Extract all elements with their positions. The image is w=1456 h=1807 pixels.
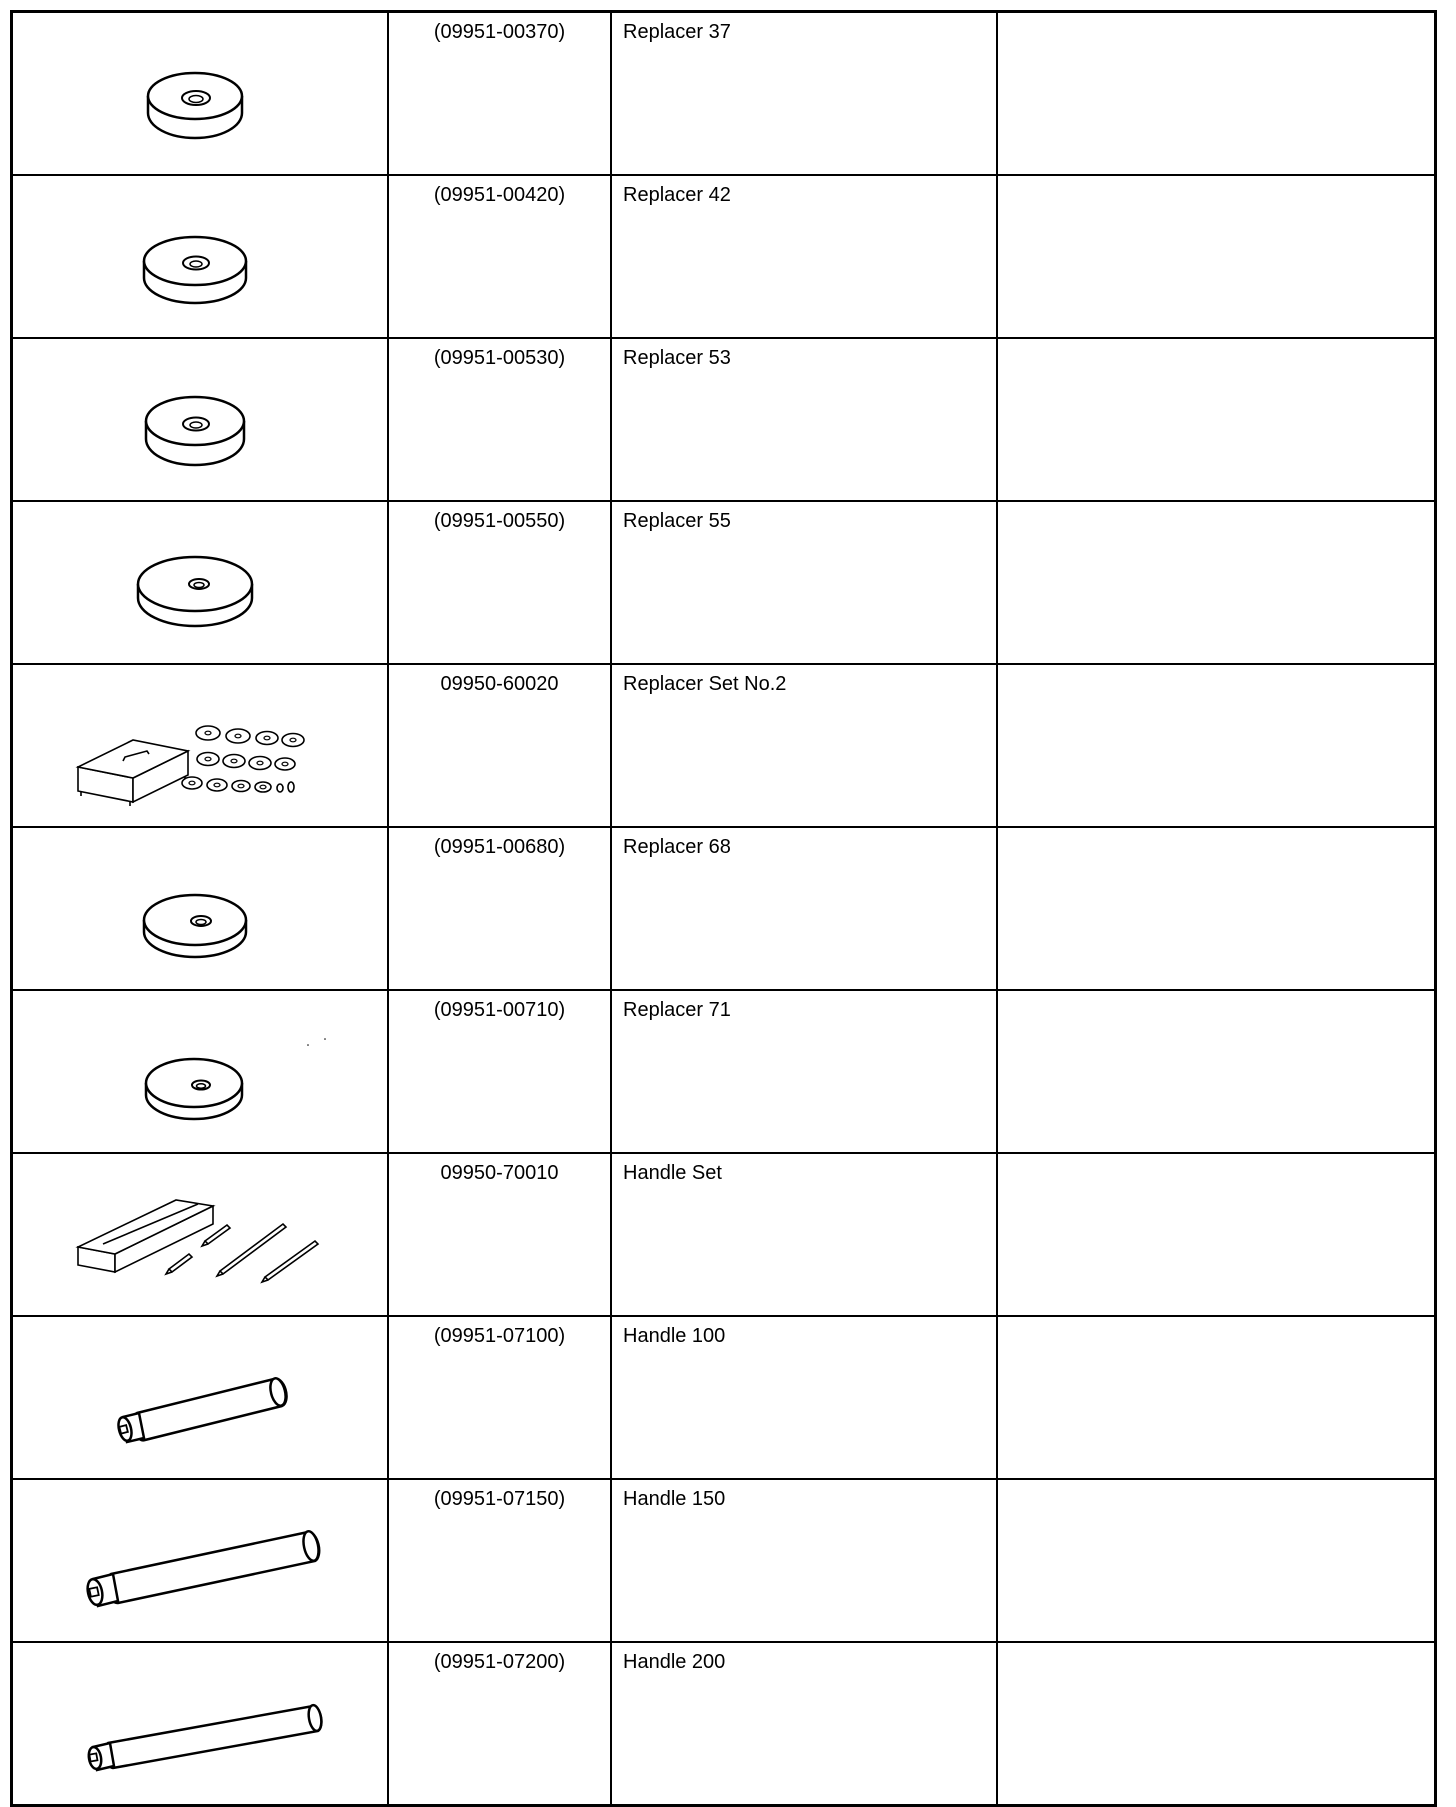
table-row: [12, 1479, 1436, 1642]
handle-set-case-icon: [13, 1154, 387, 1315]
table-row: [12, 827, 1436, 990]
table-row: [12, 338, 1436, 501]
tool-name-cell: [611, 827, 997, 990]
note: [998, 13, 1434, 19]
table-row: [12, 1316, 1436, 1479]
note: [998, 339, 1434, 345]
part-number: 09950-60020: [440, 673, 559, 695]
tool-illustration-cell: [12, 1316, 389, 1479]
note-cell: [997, 990, 1436, 1153]
part-number: (09951-07200): [433, 1651, 566, 1673]
note-cell: [997, 1479, 1436, 1642]
part-number: (09951-00710): [433, 999, 566, 1021]
tool-illustration-cell: [12, 175, 389, 338]
note-cell: [997, 501, 1436, 664]
part-number: 09950-70010: [440, 1162, 559, 1184]
part-number-cell: [388, 501, 611, 664]
note-cell: [997, 827, 1436, 990]
tool-illustration-cell: [12, 827, 389, 990]
note: [998, 991, 1434, 997]
ring-replacer-icon: [13, 339, 387, 500]
tool-table-sheet: [10, 10, 1427, 1788]
tool-name: Replacer Set No.2: [623, 673, 787, 695]
tool-name: Replacer 55: [623, 510, 731, 532]
part-number: (09951-00680): [433, 836, 566, 858]
part-number-cell: [388, 12, 611, 176]
note: [998, 1317, 1434, 1323]
tool-name-cell: [611, 338, 997, 501]
note-cell: [997, 175, 1436, 338]
part-number: (09951-00550): [433, 510, 566, 532]
ring-replacer-icon: [13, 13, 387, 174]
note-cell: [997, 1642, 1436, 1806]
tool-name: Handle 150: [623, 1488, 726, 1510]
part-number: (09951-00530): [433, 347, 566, 369]
tool-name: Replacer 42: [623, 184, 731, 206]
part-number: (09951-00370): [433, 21, 566, 43]
tool-illustration-cell: [12, 664, 389, 827]
note-cell: [997, 1316, 1436, 1479]
ring-replacer-icon: [13, 176, 387, 337]
table-row: [12, 12, 1436, 176]
table-row: [12, 1153, 1436, 1316]
tool-name-cell: [611, 1642, 997, 1806]
table-row: [12, 664, 1436, 827]
note-cell: [997, 12, 1436, 176]
tool-name-cell: [611, 990, 997, 1153]
part-number: (09951-00420): [433, 184, 566, 206]
tool-name: Replacer 53: [623, 347, 731, 369]
part-number-cell: [388, 664, 611, 827]
handle-long-icon: [13, 1643, 387, 1804]
disc-replacer-icon: [13, 828, 387, 989]
tool-illustration-cell: [12, 1479, 389, 1642]
part-number-cell: [388, 1642, 611, 1806]
part-number: (09951-07150): [433, 1488, 566, 1510]
part-number-cell: [388, 338, 611, 501]
tool-name: Replacer 37: [623, 21, 731, 43]
tool-name: Handle 200: [623, 1651, 726, 1673]
part-number-cell: [388, 1316, 611, 1479]
tool-name-cell: [611, 501, 997, 664]
tool-name-cell: [611, 1316, 997, 1479]
part-number-cell: [388, 1479, 611, 1642]
note: [998, 502, 1434, 508]
table-row: [12, 501, 1436, 664]
tool-illustration-cell: [12, 12, 389, 176]
part-number-cell: [388, 175, 611, 338]
tool-name-cell: [611, 1153, 997, 1316]
part-number-cell: [388, 827, 611, 990]
handle-short-icon: [13, 1317, 387, 1478]
note: [998, 665, 1434, 671]
note: [998, 828, 1434, 834]
table-row: [12, 175, 1436, 338]
special-tool-table: [10, 10, 1437, 1807]
tool-name-cell: [611, 175, 997, 338]
tool-name-cell: [611, 664, 997, 827]
table-row: [12, 990, 1436, 1153]
note: [998, 1154, 1434, 1160]
tool-name: Replacer 71: [623, 999, 731, 1021]
part-number-cell: [388, 1153, 611, 1316]
tool-illustration-cell: [12, 338, 389, 501]
note: [998, 1480, 1434, 1486]
tool-name: Replacer 68: [623, 836, 731, 858]
tool-illustration-cell: [12, 990, 389, 1153]
part-number: (09951-07100): [433, 1325, 566, 1347]
table-row: [12, 1642, 1436, 1806]
disc-replacer-icon: [13, 502, 387, 663]
replacer-set-case-icon: [13, 665, 387, 826]
note-cell: [997, 664, 1436, 827]
tool-illustration-cell: [12, 1642, 389, 1806]
handle-long-icon: [13, 1480, 387, 1641]
disc-replacer-icon: [13, 991, 387, 1152]
tool-name-cell: [611, 12, 997, 176]
tool-illustration-cell: [12, 501, 389, 664]
tool-name: Handle 100: [623, 1325, 726, 1347]
note: [998, 176, 1434, 182]
part-number-cell: [388, 990, 611, 1153]
note-cell: [997, 338, 1436, 501]
note: [998, 1643, 1434, 1649]
tool-name-cell: [611, 1479, 997, 1642]
note-cell: [997, 1153, 1436, 1316]
tool-illustration-cell: [12, 1153, 389, 1316]
tool-name: Handle Set: [623, 1162, 722, 1184]
